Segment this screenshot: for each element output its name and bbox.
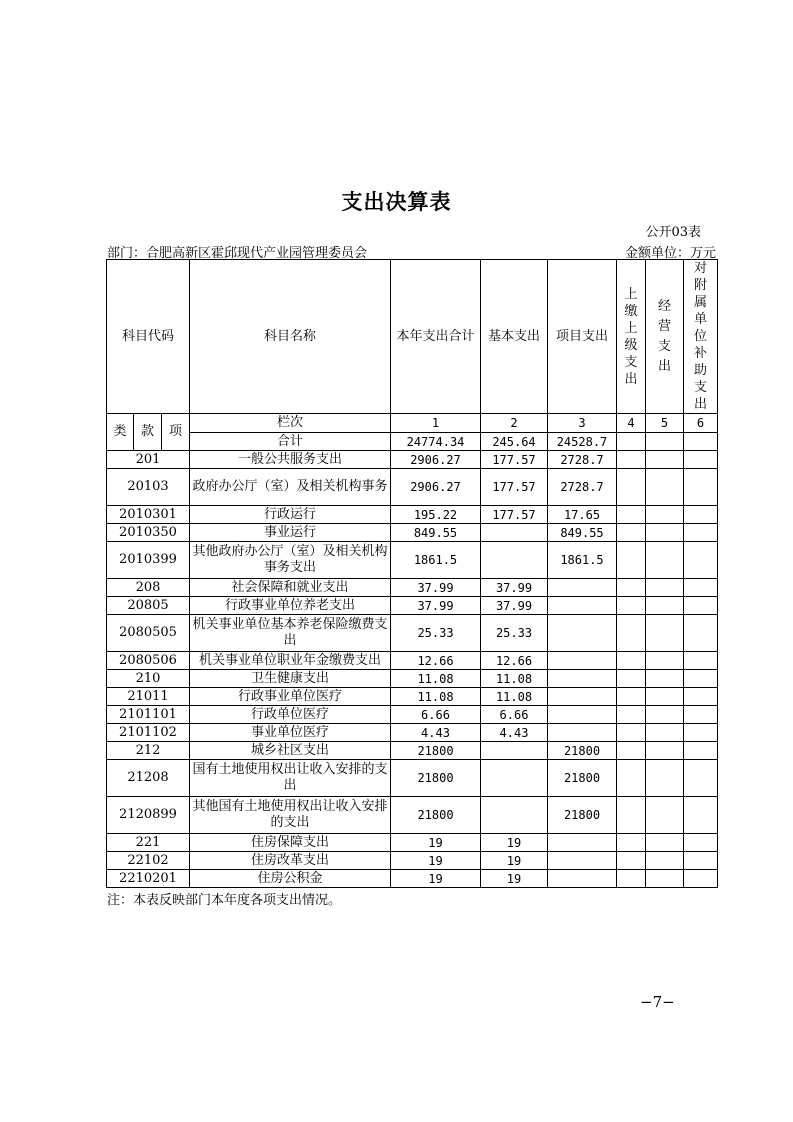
table-row (107, 615, 718, 652)
table-row (107, 579, 718, 597)
row-code: 210 (107, 670, 190, 688)
row-total: 19 (391, 834, 481, 852)
row-basic: 11.08 (481, 670, 548, 688)
col-index-4: 4 (617, 414, 646, 433)
row-subsidy (684, 615, 718, 652)
row-total: 2906.27 (391, 469, 481, 506)
row-total: 11.08 (391, 670, 481, 688)
row-total: 11.08 (391, 688, 481, 706)
row-basic (481, 542, 548, 579)
header-name: 科目名称 (190, 260, 391, 414)
row-total: 1861.5 (391, 542, 481, 579)
table-row (107, 797, 718, 834)
col-index-5: 5 (646, 414, 684, 433)
row-project (548, 597, 617, 615)
row-code: 2010399 (107, 542, 190, 579)
row-upper (617, 760, 646, 797)
row-basic (481, 797, 548, 834)
row-operating (646, 760, 684, 797)
row-code: 2101101 (107, 706, 190, 724)
row-code: 212 (107, 742, 190, 760)
row-basic: 19 (481, 834, 548, 852)
row-total: 19 (391, 870, 481, 888)
row-basic: 177.57 (481, 469, 548, 506)
row-subsidy (684, 597, 718, 615)
row-total: 6.66 (391, 706, 481, 724)
row-code: 2010301 (107, 506, 190, 524)
table-row (107, 670, 718, 688)
table-row (107, 597, 718, 615)
row-basic: 177.57 (481, 451, 548, 469)
row-subsidy (684, 706, 718, 724)
row-total: 4.43 (391, 724, 481, 742)
row-project (548, 579, 617, 597)
row-code: 2080506 (107, 652, 190, 670)
row-name: 事业单位医疗 (190, 724, 391, 742)
table-note: 注：本表反映部门本年度各项支出情况。 (107, 893, 342, 908)
row-code: 2210201 (107, 870, 190, 888)
column-index-row (107, 414, 718, 433)
row-name: 政府办公厅（室）及相关机构事务 (190, 469, 391, 506)
row-subsidy (684, 542, 718, 579)
row-subsidy (684, 742, 718, 760)
table-row (107, 706, 718, 724)
row-upper (617, 797, 646, 834)
row-project: 849.55 (548, 524, 617, 542)
table-row (107, 506, 718, 524)
total-upper (617, 433, 646, 451)
row-code: 22102 (107, 852, 190, 870)
col-index-3: 3 (548, 414, 617, 433)
row-upper (617, 652, 646, 670)
row-subsidy (684, 688, 718, 706)
row-subsidy (684, 524, 718, 542)
row-basic (481, 524, 548, 542)
row-basic (481, 742, 548, 760)
row-operating (646, 451, 684, 469)
row-code: 2120899 (107, 797, 190, 834)
row-total: 21800 (391, 760, 481, 797)
row-upper (617, 706, 646, 724)
row-basic: 37.99 (481, 597, 548, 615)
row-project: 2728.7 (548, 451, 617, 469)
row-name: 国有土地使用权出让收入安排的支出 (190, 760, 391, 797)
row-code: 201 (107, 451, 190, 469)
row-subsidy (684, 451, 718, 469)
row-code: 221 (107, 834, 190, 852)
row-operating (646, 797, 684, 834)
row-upper (617, 579, 646, 597)
row-upper (617, 870, 646, 888)
row-name: 社会保障和就业支出 (190, 579, 391, 597)
row-basic: 12.66 (481, 652, 548, 670)
row-basic (481, 760, 548, 797)
row-project (548, 652, 617, 670)
row-operating (646, 742, 684, 760)
row-subsidy (684, 797, 718, 834)
row-operating (646, 579, 684, 597)
row-subsidy (684, 834, 718, 852)
row-total: 21800 (391, 742, 481, 760)
row-total: 37.99 (391, 597, 481, 615)
row-operating (646, 670, 684, 688)
row-subsidy (684, 852, 718, 870)
row-upper (617, 670, 646, 688)
row-project (548, 706, 617, 724)
row-code: 2101102 (107, 724, 190, 742)
row-upper (617, 506, 646, 524)
row-code: 20103 (107, 469, 190, 506)
table-row (107, 760, 718, 797)
row-subsidy (684, 870, 718, 888)
row-project: 21800 (548, 742, 617, 760)
row-total: 37.99 (391, 579, 481, 597)
row-project (548, 852, 617, 870)
header-basic: 基本支出 (481, 260, 548, 414)
table-row (107, 469, 718, 506)
header-subsidy-text: 对 附 属 单 位 补 助 支 出 (693, 261, 707, 412)
col-index-2: 2 (481, 414, 548, 433)
row-basic: 4.43 (481, 724, 548, 742)
row-operating (646, 834, 684, 852)
row-upper (617, 724, 646, 742)
row-name: 行政单位医疗 (190, 706, 391, 724)
table-row (107, 451, 718, 469)
row-operating (646, 688, 684, 706)
unit-label: 金额单位：万元 (624, 246, 716, 261)
row-code: 21208 (107, 760, 190, 797)
row-subsidy (684, 652, 718, 670)
table-row (107, 724, 718, 742)
row-name: 机关事业单位职业年金缴费支出 (190, 652, 391, 670)
form-number: 公开03表 (645, 225, 701, 240)
page-number: −7− (640, 993, 675, 1011)
table-row (107, 524, 718, 542)
header-operating-text: 经 营 支 出 (657, 298, 671, 374)
row-subsidy (684, 724, 718, 742)
row-operating (646, 852, 684, 870)
row-name: 事业运行 (190, 524, 391, 542)
header-upper (617, 260, 646, 414)
row-project: 2728.7 (548, 469, 617, 506)
table-row (107, 652, 718, 670)
table-row (107, 870, 718, 888)
row-project (548, 670, 617, 688)
row-subsidy (684, 760, 718, 797)
header-xiang: 项 (162, 414, 190, 451)
row-operating (646, 706, 684, 724)
row-name: 行政事业单位养老支出 (190, 597, 391, 615)
row-upper (617, 451, 646, 469)
row-operating (646, 615, 684, 652)
row-operating (646, 652, 684, 670)
row-basic: 37.99 (481, 579, 548, 597)
row-name: 行政事业单位医疗 (190, 688, 391, 706)
row-operating (646, 469, 684, 506)
row-code: 20805 (107, 597, 190, 615)
row-operating (646, 524, 684, 542)
row-total: 195.22 (391, 506, 481, 524)
row-upper (617, 524, 646, 542)
row-basic: 19 (481, 852, 548, 870)
row-upper (617, 852, 646, 870)
row-project (548, 834, 617, 852)
row-subsidy (684, 469, 718, 506)
row-name: 住房保障支出 (190, 834, 391, 852)
page-title: 支出决算表 (341, 190, 452, 214)
total-row (107, 433, 718, 451)
row-operating (646, 870, 684, 888)
row-name: 卫生健康支出 (190, 670, 391, 688)
row-project (548, 615, 617, 652)
header-operating (646, 260, 684, 414)
row-code: 21011 (107, 688, 190, 706)
total-project: 24528.7 (548, 433, 617, 451)
row-operating (646, 597, 684, 615)
row-subsidy (684, 579, 718, 597)
row-project: 17.65 (548, 506, 617, 524)
row-total: 25.33 (391, 615, 481, 652)
row-operating (646, 724, 684, 742)
header-project: 项目支出 (548, 260, 617, 414)
row-name: 住房公积金 (190, 870, 391, 888)
table-row (107, 852, 718, 870)
row-name: 住房改革支出 (190, 852, 391, 870)
header-code: 科目代码 (107, 260, 190, 414)
row-total: 2906.27 (391, 451, 481, 469)
expenditure-table (106, 259, 718, 888)
row-upper (617, 688, 646, 706)
table-row (107, 834, 718, 852)
header-upper-text: 上 缴 上 级 支 出 (624, 286, 638, 387)
row-project (548, 724, 617, 742)
col-index-1: 1 (391, 414, 481, 433)
row-basic: 11.08 (481, 688, 548, 706)
col-index-6: 6 (684, 414, 718, 433)
row-upper (617, 834, 646, 852)
total-subsidy (684, 433, 718, 451)
table-row (107, 688, 718, 706)
row-name: 其他国有土地使用权出让收入安排的支出 (190, 797, 391, 834)
row-code: 2010350 (107, 524, 190, 542)
row-total: 12.66 (391, 652, 481, 670)
total-total: 24774.34 (391, 433, 481, 451)
row-basic: 6.66 (481, 706, 548, 724)
row-name: 机关事业单位基本养老保险缴费支出 (190, 615, 391, 652)
row-subsidy (684, 506, 718, 524)
total-label: 合计 (190, 433, 391, 451)
row-upper (617, 469, 646, 506)
row-name: 行政运行 (190, 506, 391, 524)
row-operating (646, 542, 684, 579)
row-name: 城乡社区支出 (190, 742, 391, 760)
row-project: 1861.5 (548, 542, 617, 579)
row-upper (617, 542, 646, 579)
header-kuan: 款 (134, 414, 162, 451)
row-basic: 177.57 (481, 506, 548, 524)
header-subsidy (684, 260, 718, 414)
row-subsidy (684, 670, 718, 688)
row-total: 849.55 (391, 524, 481, 542)
row-basic: 19 (481, 870, 548, 888)
table-row (107, 742, 718, 760)
row-operating (646, 506, 684, 524)
row-code: 208 (107, 579, 190, 597)
row-name: 其他政府办公厅（室）及相关机构事务支出 (190, 542, 391, 579)
row-project: 21800 (548, 760, 617, 797)
row-project: 21800 (548, 797, 617, 834)
table-row (107, 542, 718, 579)
row-name: 一般公共服务支出 (190, 451, 391, 469)
header-row (107, 260, 718, 414)
header-total: 本年支出合计 (391, 260, 481, 414)
row-total: 19 (391, 852, 481, 870)
row-basic: 25.33 (481, 615, 548, 652)
total-operating (646, 433, 684, 451)
row-code: 2080505 (107, 615, 190, 652)
department-label: 部门：合肥高新区霍邱现代产业园管理委员会 (107, 246, 368, 261)
row-upper (617, 597, 646, 615)
header-lei: 类 (107, 414, 134, 451)
row-total: 21800 (391, 797, 481, 834)
row-project (548, 870, 617, 888)
row-upper (617, 615, 646, 652)
total-basic: 245.64 (481, 433, 548, 451)
row-project (548, 688, 617, 706)
row-upper (617, 742, 646, 760)
header-lanci: 栏次 (190, 414, 391, 433)
